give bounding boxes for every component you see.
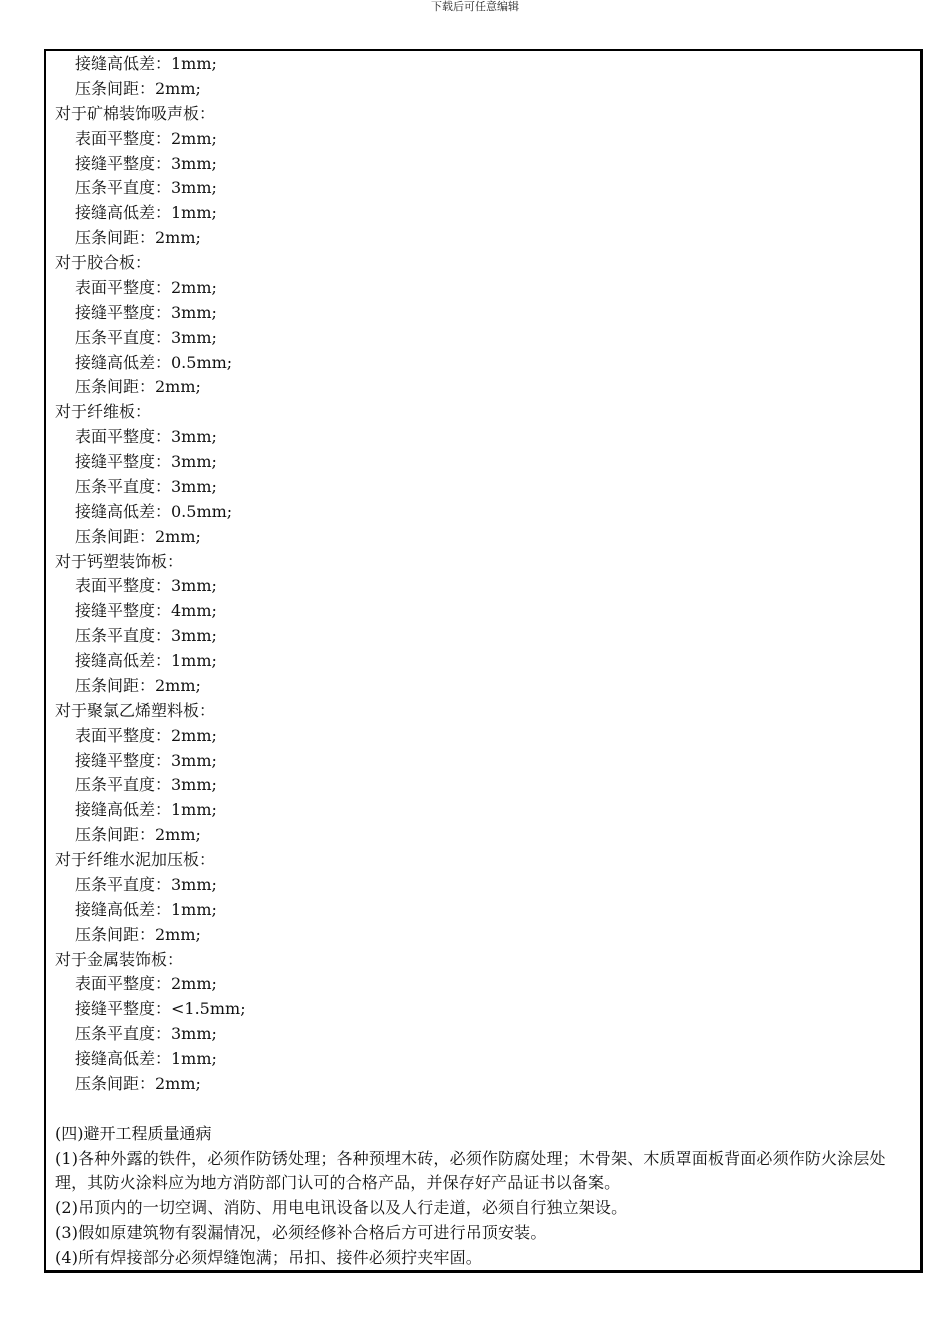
tolerance-item: 接缝高低差：1mm; [75,1049,217,1068]
section-heading: 对于钙塑装饰板： [55,551,184,571]
quality-paragraph: (4)所有焊接部分必须焊缝饱满；吊扣、接件必须拧夹牢固。 [55,1248,482,1267]
document-content [55,52,914,1271]
tolerance-item: 压条间距：2mm; [75,228,201,248]
quality-section-title: (四)避开工程质量通病 [55,1123,212,1143]
tolerance-item: 接缝平整度：3mm; [75,452,217,471]
section-heading: 对于金属装饰板： [55,949,184,969]
tolerance-item: 接缝平整度：3mm; [75,153,217,173]
tolerance-item: 压条间距：2mm; [75,825,201,845]
tolerance-item: 压条间距：2mm; [75,526,201,546]
tolerance-item: 压条平直度：3mm; [75,476,217,496]
tolerance-item: 压条间距：2mm; [75,1073,201,1093]
tolerance-item: 接缝高低差：1mm; [75,800,217,820]
document-frame [44,49,923,1273]
tolerance-item: 压条间距：2mm; [75,675,201,695]
section-heading: 对于聚氯乙烯塑料板： [55,700,216,720]
tolerance-item: 接缝高低差：1mm; [75,899,217,919]
quality-paragraph: (3)假如原建筑物有裂漏情况，必须经修补合格后方可进行吊顶安装。 [55,1223,547,1243]
tolerance-item: 表面平整度：2mm; [75,277,217,297]
page-header: 下载后可任意编辑 [431,0,519,13]
tolerance-item: 压条平直度：3mm; [75,874,217,894]
tolerance-item: 压条平直度：3mm; [75,626,217,646]
tolerance-item: 压条间距：2mm; [75,78,201,98]
tolerance-item: 压条平直度：3mm; [75,178,217,198]
quality-paragraph: (1)各种外露的铁件，必须作防锈处理；各种预埋木砖，必须作防腐处理；木骨架、木质罩面板背面必须作防火涂层处理，其防火涂料应为地方消防部门认可的合格产品，并保存好产品证书以备案。 [55,1148,886,1193]
section-heading: 对于纤维板： [55,402,152,422]
quality-paragraph: (2)吊顶内的一切空调、消防、用电电讯设备以及人行走道，必须自行独立架设。 [55,1198,628,1218]
tolerance-item: 表面平整度：3mm; [75,576,217,596]
tolerance-item: 表面平整度：2mm; [75,128,217,148]
tolerance-item: 表面平整度：2mm; [75,974,217,994]
tolerance-item: 接缝平整度：<1.5mm; [75,999,246,1019]
tolerance-item: 压条平直度：3mm; [75,775,217,795]
tolerance-item: 压条平直度：3mm; [75,1024,217,1044]
spacer [55,1097,914,1122]
tolerance-item: 表面平整度：3mm; [75,427,217,447]
section-heading: 对于胶合板： [55,253,152,272]
tolerance-item: 压条间距：2mm; [75,377,201,397]
section-heading: 对于纤维水泥加压板： [55,850,216,869]
tolerance-item: 接缝高低差：1mm; [75,54,217,73]
tolerance-item: 接缝高低差：1mm; [75,203,217,223]
tolerance-item: 接缝平整度：3mm; [75,302,217,322]
tolerance-item: 压条平直度：3mm; [75,327,217,347]
tolerance-item: 接缝高低差：0.5mm; [75,501,233,521]
tolerance-item: 接缝平整度：4mm; [75,601,217,621]
tolerance-item: 接缝高低差：0.5mm; [75,352,233,372]
tolerance-item: 压条间距：2mm; [75,924,201,944]
tolerance-item: 接缝平整度：3mm; [75,750,217,770]
tolerance-item: 表面平整度：2mm; [75,725,217,745]
tolerance-item: 接缝高低差：1mm; [75,651,217,670]
section-heading: 对于矿棉装饰吸声板： [55,103,216,123]
